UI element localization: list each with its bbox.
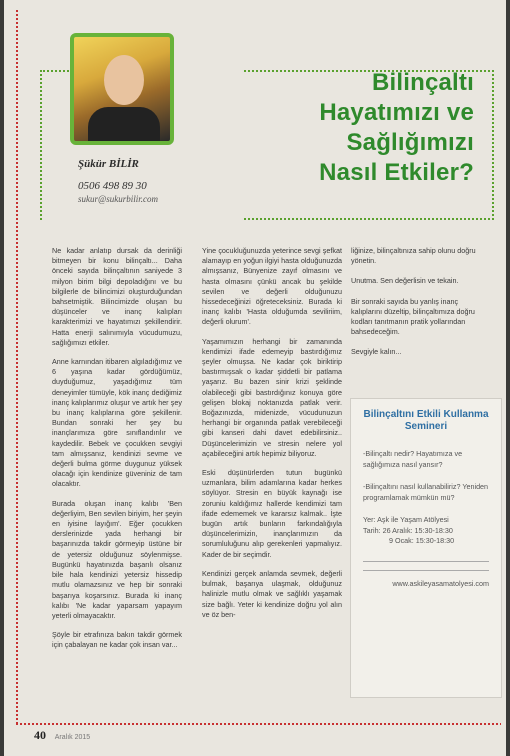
paragraph: Sevgiyle kalın... [351,347,402,357]
paragraph: Burada oluşan inanç kalıbı 'Ben değerliyim, Ben sevilen biriyim, her şeyin en iyisine layığım'. Eğer çocukken derslerinizde yada herhangi bir başarınızda takdir görmeyip üstüne bir de yetersiz olduğunuz söylenmişse. Bugünkü hayatınızda başarılı olsanız bile hala kendinizi yetersiz hissedip mutlu olamazsınız ve hep bir sonraki başarıya koşarsınız. Burada ki inanç kalıbı 'Ne kadar yaparsam yapayım yeterli olmayacaktır. [52,498,182,620]
paragraph: liğinize, bilinçaltınıza sahip olunu doğru yönetin. [351,246,476,266]
bottom-border-line [16,723,501,725]
seminar-website[interactable]: www.askileyasamatolyesi.com [392,578,489,588]
seminar-box [350,398,502,698]
paragraph: Eski düşünürlerden tutun bugünkü uzmanlara, bilim adamlarına kadar herkes söylüyor. Stresin en büyük kaynağı ise zoruniu kaldığımız hallerde kendimizi tam ifade edememek ve kararsız kalmak.. İşte bugün artık bunların farkındalığıyla düşüncelerimizin, inançlarımızın da sorumluluğunu alıp gerekenleri yapmalıyız. Kader de bir seçimdir. [202,468,342,559]
author-info [78,158,158,204]
paragraph: Bir sonraki sayıda bu yanlış inanç kalıplarını düzeltip, bilinçaltımıza doğru kodları tanıtmanın pratik yollarından bahsedeceğim. [351,296,475,337]
article-column-2 [202,246,342,716]
paragraph: Ne kadar anlatıp dursak da derinliği bitmeyen bir konu bilinçaltı... Daha önceki sayıda bilinçaltının saniyede 3 milyon birim bilgi depoladığını ve bu bilgilerle de bilincimizi oluşturduğundan bahsetmiştik. Bilincimizde oluşan bu düşünceler ve inanç kalıpları karakterimizi ve hayatımızı şekillendirir. Hatta enerji salınımıyla vücudumuzu, sağlığımızı etkiler. [52,246,182,347]
paragraph: Yine çocukluğunuzda yeterince sevgi şefkat alamayıp en yoğun ilgiyi hasta olduğunuzda almışsanız, Bünyenize zayıf olmasını ve hasta olmasını çünkü ancak bu şekilde sevilen ve değerli olduğunuzu hissedeceğinizi öğreteceksiniz. Burada ki inanç kalıbı 'Hasta olduğumda seviliriim, değerli olurum'. [202,246,342,327]
title-line: Nasıl Etkiler? [319,159,474,186]
seminar-date: Tarih: 26 Aralık: 15:30-18:30 [363,525,453,535]
article-header [34,28,494,228]
page-footer [34,728,90,743]
title-line: Bilinçaltı [371,69,474,96]
divider [363,561,489,562]
seminar-title: Bilinçaltını Etkili Kullanma Semineri [363,409,489,432]
left-border-line [16,10,18,725]
title-line: Hayatımızı ve [319,99,474,126]
author-email: sukur@sukurbilir.com [78,194,159,204]
seminar-question: -Bilinçaltı nedir? Hayatımıza ve sağlığımıza nasıl yansır? [363,449,463,469]
article-column-1 [52,246,182,716]
article-title [234,68,474,188]
paragraph: Şöyle bir etrafınıza bakın takdir görmek için çabalayan ne kadar çok insan var... [52,630,182,650]
title-line: Sağlığımızı [346,129,474,156]
seminar-question: -Bilinçaltını nasıl kullanabiliriz? Yeniden programlamak mümkün mü? [363,482,489,502]
article-column-3 [351,246,491,386]
page-number: 40 [34,728,46,742]
author-photo [70,33,174,145]
magazine-page [4,0,506,756]
author-name: Şükür BİLİR [78,158,139,170]
paragraph: Kendinizi gerçek anlamda sevmek, değerli bulmak, başarıya ulaşmak, olduğunuz halinizle mutlu olmak ve sağlıklı yaşamak size bağlı. Yeter ki kendinize doğru yol alın ve öz ben- [202,568,342,619]
divider [363,570,489,571]
paragraph: Yaşamımızın herhangi bir zamanında kendimizi ifade edemeyip bastırdığımız şeyler olmuşsa. Ne kadar çok biriktirip bastırmışsak o kadar şiddetli bir patlama yaşarız. Bu bazen sinir krizi şeklinde olabileceği gibi bastırdığınız konuya göre gelişen blokaj noktanızda patlak verir. Boğazınızda, midenizde, vücudunuzun herhangi bir organında patlak verebileceği gibi kanseri dahi davet edebilirsiniz.. Düşüncelerimizin ve stresin nelere yol açabileceğini artık hepimiz biliyoruz. [202,336,342,458]
paragraph: Anne karnından itibaren algıladığımız ve 6 yaşına kadar gördüğümüz, duyduğumuz, yaşadığımız tüm deneyimler tümüyle, kök inanç dediğimiz inanç kalıplarımız oluşur ve artık her şey bu inanç kalıplarına göre şekillenir. Bundan sonraki her şey bu inançlarımıza göre sınıflandırılır ve kaydedilir. Bebek ve çocukken sevgiyi tam almışsanız, kendinizi sevme ve değerli bulma görme duygunuz yüksek olacağı için kendinize güveniniz de tam olacaktır. [52,357,182,489]
seminar-place: Yer: Aşk ile Yaşam Atölyesi [363,515,449,524]
paragraph: Unutma. Sen değerlisin ve tekain. [351,276,459,286]
author-phone: 0506 498 89 30 [78,180,147,192]
seminar-date: 9 Ocak: 15:30-18:30 [389,536,455,545]
issue-date: Aralık 2015 [54,734,91,741]
